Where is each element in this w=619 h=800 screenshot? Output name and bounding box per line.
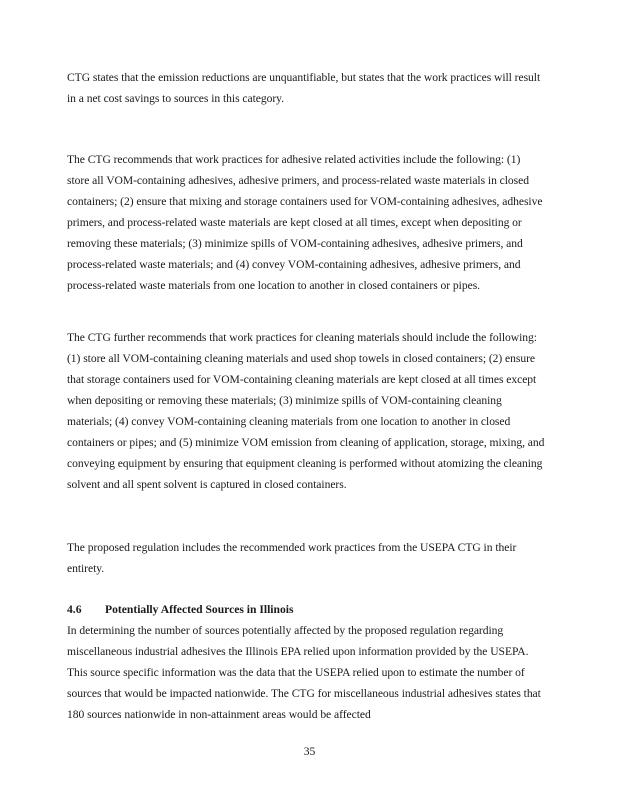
paragraph-affected-sources: In determining the number of sources potentially affected by the proposed regulation regarding miscellaneous industrial adhesives the Illinois EPA relied upon information provided by the USEPA. This source specific information was the data that the USEPA relied upon to estimate the number of sources that would be impacted nationwide. The CTG for miscellaneous industrial adhesives states that 180 sources nationwide in non-attainment areas would be affected — [67, 624, 541, 721]
page-number: 35 — [303, 745, 316, 758]
paragraph-adhesive-work-practices: The CTG recommends that work practices for adhesive related activities include the following: (1) store all VOM-containing adhesives, adhesive primers, and process-related waste materials in closed containers; (2) ensure that mixing and storage containers used for VOM-containing adhesives, adhesive primers, and process-related waste materials are kept closed at all times, except when depositing or removing these materials; (3) minimize spills of VOM-containing adhesives, adhesive primers, and process-related waste materials; and (4) convey VOM-containing adhesives, adhesive primers, and process-related waste materials from one location to another in closed containers or pipes. — [67, 153, 543, 292]
section-number: 4.6 — [67, 603, 82, 616]
paragraph-cleaning-work-practices: The CTG further recommends that work practices for cleaning materials should include the following: (1) store all VOM-containing cleaning materials and used shop towels in closed containers; (2) ensure that storage containers used for VOM-containing cleaning materials are kept closed at all times except when depositing or removing these materials; (3) minimize spills of VOM-containing cleaning materials; (4) convey VOM-containing cleaning materials from one location to another in closed containers or pipes; and (5) minimize VOM emission from cleaning of application, storage, mixing, and conveying equipment by ensuring that equipment cleaning is performed without atomizing the cleaning solvent and all spent solvent is captured in closed containers. — [67, 331, 545, 491]
paragraph-emission-reductions: CTG states that the emission reductions are unquantifiable, but states that the work practices will result in a net cost savings to sources in this category. — [67, 71, 541, 105]
section-heading — [67, 599, 545, 620]
paragraph-proposed-regulation: The proposed regulation includes the recommended work practices from the USEPA CTG in their entirety. — [67, 541, 517, 575]
section-title: Potentially Affected Sources in Illinois — [105, 603, 294, 616]
